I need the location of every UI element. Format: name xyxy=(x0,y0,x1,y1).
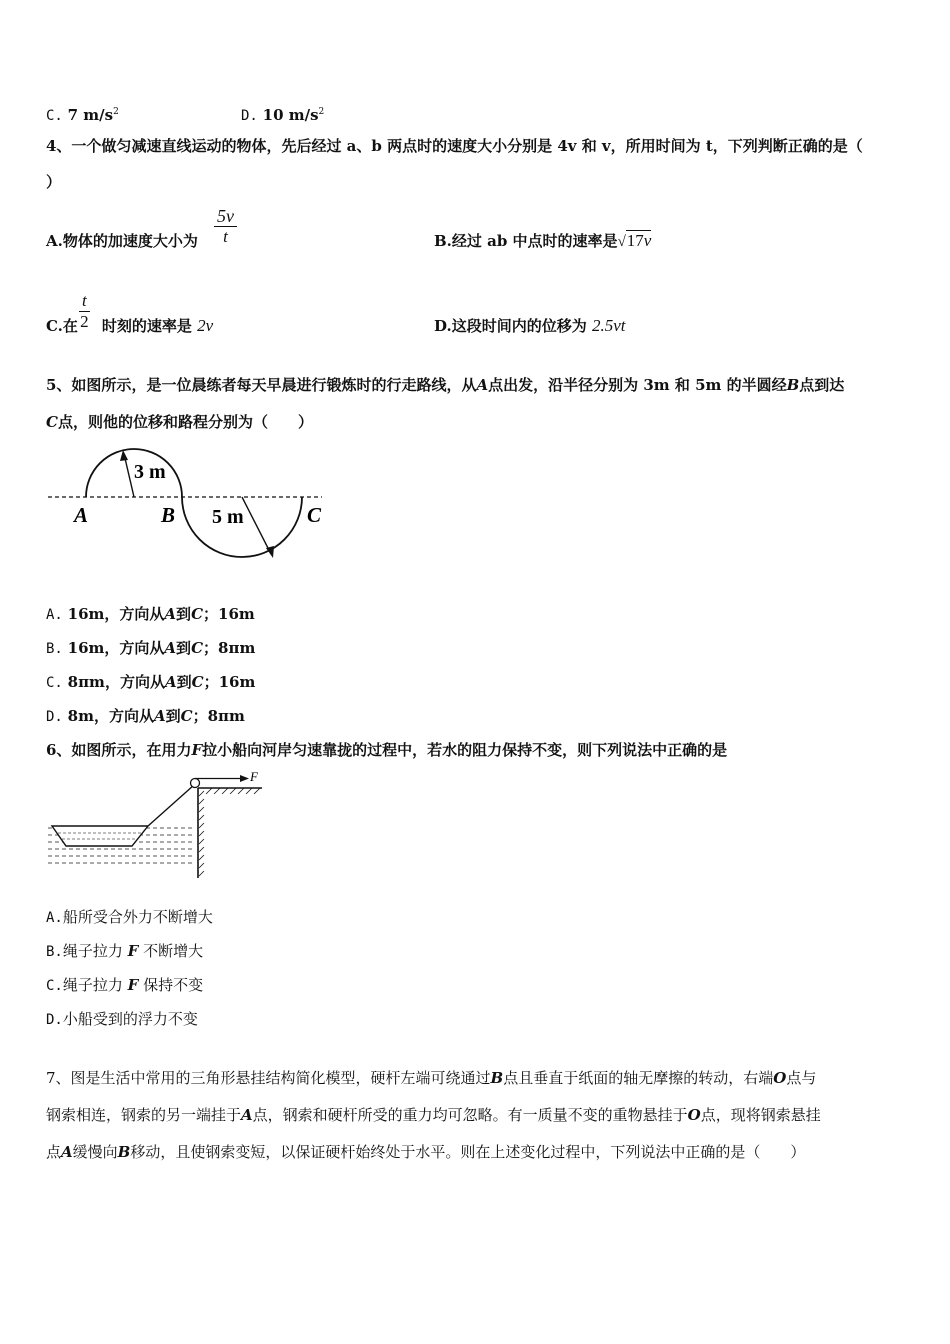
q5-path-figure xyxy=(44,440,334,570)
q6-option-c: C.绳子拉力 F 保持不变 xyxy=(46,976,204,994)
q4-option-c: C.在 时刻的速率是 2v xyxy=(46,316,214,335)
q4-option-b: B.经过 ab 中点时的速率是√17v xyxy=(434,231,652,250)
q5-option-b: B. 16m，方向从A到C；8πm xyxy=(46,639,256,657)
arrowhead-icon xyxy=(240,775,249,782)
q5-point-c: C xyxy=(307,503,322,527)
q5-point-b: B xyxy=(161,503,176,527)
q5-stem-line1: 5、如图所示，是一位晨练者每天早晨进行锻炼时的行走路线，从A点出发，沿半径分别为 3m 和 5m 的半圆经B点到达 xyxy=(46,376,845,394)
q5-label-5m: 5 m xyxy=(212,506,244,528)
q4-stem-line2: ） xyxy=(46,173,62,191)
q5-point-a: A xyxy=(74,503,89,527)
rope xyxy=(148,785,194,826)
arrowhead-icon xyxy=(120,450,128,461)
pulley-icon xyxy=(191,779,200,788)
q6-stem: 6、如图所示，在用力F拉小船向河岸匀速靠拢的过程中，若水的阻力保持不变，则下列说法中正确的是 xyxy=(46,741,728,759)
q7-stem-line3: 点A缓慢向B移动，且使钢索变短，以保证硬杆始终处于水平。则在上述变化过程中，下列说法中正确的是（ ） xyxy=(46,1143,806,1161)
q5-radius-arrow-large xyxy=(242,497,271,554)
q6-force-label: F xyxy=(250,770,258,784)
q5-stem-line2: C点，则他的位移和路程分别为（ ） xyxy=(46,413,313,431)
q4-option-d: D.这段时间内的位移为 2.5vt xyxy=(434,316,626,335)
q5-option-d: D. 8m，方向从A到C；8πm xyxy=(46,707,245,725)
q5-radius-arrow-small xyxy=(124,454,134,497)
q6-option-a: A.船所受合外力不断增大 xyxy=(46,908,213,926)
q5-label-3m: 3 m xyxy=(134,461,166,483)
q3-option-c: C. 7 $m/s^2$ xyxy=(46,106,119,124)
q5-option-c: C. 8πm，方向从A到C；16m xyxy=(46,673,256,691)
sqrt-expression: √17v xyxy=(617,231,652,250)
q6-option-d: D.小船受到的浮力不变 xyxy=(46,1010,198,1028)
q6-option-b: B.绳子拉力 F 不断增大 xyxy=(46,942,204,960)
q7-stem-line1: 7、图是生活中常用的三角形悬挂结构简化模型，硬杆左端可绕通过B点且垂直于纸面的轴无摩擦的转动，右端O点与 xyxy=(46,1069,817,1087)
q5-option-a: A. 16m，方向从A到C；16m xyxy=(46,605,255,623)
q4-option-a: A.物体的加速度大小为 xyxy=(46,232,198,250)
q3-option-d: D. 10 $m/s^2$ xyxy=(241,106,325,124)
q6-boat-figure xyxy=(44,770,269,882)
q4-option-a-fraction: $\frac{5v}{t}$ xyxy=(214,206,237,247)
q4-option-c-fraction: $\frac{t}{2}$ xyxy=(80,291,89,331)
bank-top-hatching xyxy=(206,788,260,794)
bank-hatching xyxy=(199,791,204,876)
boat xyxy=(52,826,148,846)
q4-stem-line1: 4、一个做匀减速直线运动的物体，先后经过 a、b 两点时的速度大小分别是 4v 和 v，所用时间为 t，下列判断正确的是（ xyxy=(46,137,863,155)
q7-stem-line2: 钢索相连，钢索的另一端挂于A点，钢索和硬杆所受的重力均可忽略。有一质量不变的重物悬挂于O点，现将钢索悬挂 xyxy=(46,1106,821,1124)
